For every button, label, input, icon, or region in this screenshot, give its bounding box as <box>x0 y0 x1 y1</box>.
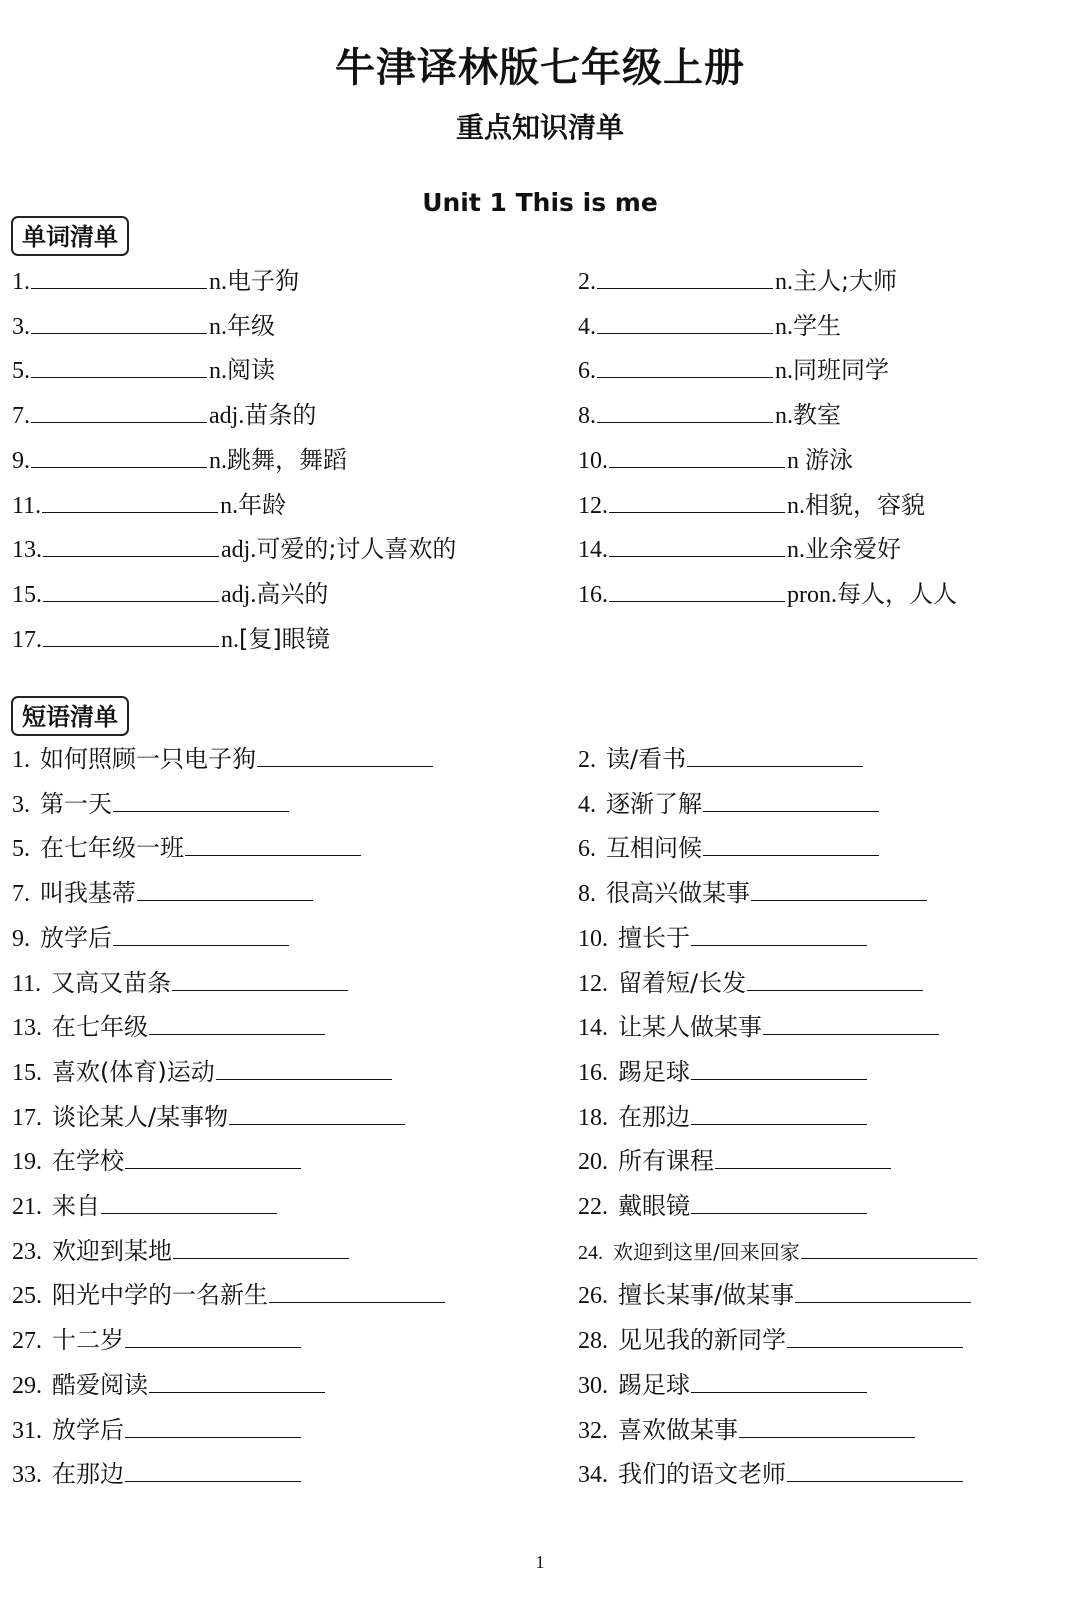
answer-blank[interactable] <box>31 445 207 468</box>
phrase-number: 14. <box>578 1015 608 1042</box>
phrase-number: 34. <box>578 1462 608 1489</box>
answer-blank[interactable] <box>257 744 433 767</box>
phrase-item <box>578 1146 893 1177</box>
phrase-item <box>12 833 363 864</box>
vocab-number: 11. <box>12 492 42 519</box>
phrase-number: 12. <box>578 970 608 997</box>
phrase-text: 踢足球 <box>618 1370 690 1399</box>
vocab-item <box>578 445 853 476</box>
phrase-text: 我们的语文老师 <box>618 1460 786 1489</box>
phrase-text: 第一天 <box>40 789 112 818</box>
phrase-item <box>12 1370 327 1401</box>
phrase-item <box>578 833 881 864</box>
phrase-number: 25. <box>12 1283 42 1310</box>
vocab-meaning: 教室 <box>793 401 841 430</box>
answer-blank[interactable] <box>787 1325 963 1348</box>
phrase-text: 留着短/长发 <box>618 968 747 997</box>
answer-blank[interactable] <box>751 878 927 901</box>
part-of-speech: adj. <box>221 537 257 564</box>
answer-blank[interactable] <box>173 1236 349 1259</box>
phrase-number: 32. <box>578 1417 608 1444</box>
vocab-meaning: 每人，人人 <box>837 579 957 608</box>
phrase-text: 欢迎到这里/回来回家 <box>613 1239 800 1264</box>
answer-blank[interactable] <box>795 1280 971 1303</box>
phrase-item <box>578 968 925 999</box>
answer-blank[interactable] <box>691 1102 867 1125</box>
phrase-number: 5. <box>12 836 30 863</box>
phrase-text: 谈论某人/某事物 <box>52 1102 229 1131</box>
part-of-speech: n. <box>209 313 227 340</box>
phrase-item <box>578 1325 965 1356</box>
answer-blank[interactable] <box>787 1459 963 1482</box>
answer-blank[interactable] <box>691 1370 867 1393</box>
phrase-text: 踢足球 <box>618 1057 690 1086</box>
phrase-text: 擅长于 <box>618 923 690 952</box>
answer-blank[interactable] <box>609 534 785 557</box>
phrase-item <box>12 1146 303 1177</box>
vocab-item <box>12 355 275 386</box>
page-subtitle: 重点知识清单 <box>455 111 624 144</box>
phrase-text: 放学后 <box>52 1415 124 1444</box>
vocab-meaning: 同班同学 <box>793 356 889 385</box>
phrase-text: 在那边 <box>52 1460 124 1489</box>
phrase-number: 22. <box>578 1194 608 1220</box>
phrase-number: 27. <box>12 1328 42 1355</box>
vocab-meaning: 电子狗 <box>227 267 299 295</box>
part-of-speech: n <box>787 447 805 474</box>
answer-blank[interactable] <box>739 1415 915 1438</box>
answer-blank[interactable] <box>125 1146 301 1169</box>
part-of-speech: n. <box>209 447 227 474</box>
phrase-number: 3. <box>12 791 30 818</box>
phrase-text: 所有课程 <box>618 1147 714 1176</box>
phrase-number: 20. <box>578 1149 608 1176</box>
phrase-number: 18. <box>578 1104 608 1131</box>
phrase-number: 24. <box>578 1241 603 1264</box>
phrase-text: 在七年级一班 <box>40 834 184 863</box>
answer-blank[interactable] <box>691 1057 867 1080</box>
phrase-number: 11. <box>12 970 42 997</box>
vocab-item <box>578 400 841 431</box>
vocab-number: 13. <box>12 537 42 564</box>
phrase-text: 戴眼镜 <box>618 1192 690 1220</box>
phrase-item <box>578 1012 941 1043</box>
phrase-text: 欢迎到某地 <box>52 1236 172 1265</box>
phrase-text: 在学校 <box>52 1147 124 1176</box>
vocab-meaning: 可爱的;讨人喜欢的 <box>256 535 457 564</box>
phrase-item <box>12 923 291 954</box>
phrase-number: 19. <box>12 1149 42 1176</box>
phrase-item <box>578 1415 917 1446</box>
phrase-item <box>12 1236 351 1267</box>
vocab-item <box>578 579 957 610</box>
phrase-number: 28. <box>578 1328 608 1355</box>
part-of-speech: n. <box>775 403 793 430</box>
vocab-number: 15. <box>12 581 42 608</box>
answer-blank[interactable] <box>597 400 773 423</box>
phrase-item <box>578 744 865 775</box>
phrase-number: 15. <box>12 1059 42 1086</box>
answer-blank[interactable] <box>149 1370 325 1393</box>
vocab-meaning: 游泳 <box>805 445 853 474</box>
answer-blank[interactable] <box>703 833 879 856</box>
vocab-meaning: 主人;大师 <box>793 267 898 295</box>
vocab-meaning: 学生 <box>793 311 841 340</box>
vocab-item <box>578 355 889 386</box>
phrase-item <box>12 789 291 820</box>
page-number: 1 <box>535 1552 545 1572</box>
phrase-number: 2. <box>578 747 596 773</box>
vocab-number: 2. <box>578 269 596 295</box>
phrase-number: 7. <box>12 881 30 908</box>
answer-blank[interactable] <box>172 968 348 991</box>
vocab-item <box>578 266 897 297</box>
vocab-item <box>578 490 925 521</box>
vocab-item <box>578 311 841 342</box>
part-of-speech: n. <box>775 269 793 295</box>
part-of-speech: adj. <box>209 403 245 430</box>
vocab-meaning: 年龄 <box>238 490 287 519</box>
phrase-item <box>578 789 881 820</box>
phrase-text: 在那边 <box>618 1102 690 1131</box>
phrase-number: 10. <box>578 925 608 952</box>
phrase-text: 读/看书 <box>606 745 687 773</box>
answer-blank[interactable] <box>43 534 219 557</box>
answer-blank[interactable] <box>703 789 879 812</box>
phrase-item <box>578 1370 869 1401</box>
phrase-text: 放学后 <box>40 923 112 952</box>
part-of-speech: n. <box>787 492 805 519</box>
vocab-meaning: 年级 <box>227 311 275 340</box>
phrase-number: 30. <box>578 1372 608 1399</box>
vocab-meaning: 阅读 <box>227 356 275 385</box>
phrase-item <box>578 923 869 954</box>
vocab-number: 16. <box>578 581 608 608</box>
vocab-item <box>12 400 316 431</box>
phrase-item <box>578 878 929 909</box>
phrase-number: 23. <box>12 1238 42 1265</box>
phrase-text: 又高又苗条 <box>51 968 172 997</box>
phrase-item <box>578 1459 965 1490</box>
phrase-item <box>12 1459 303 1490</box>
vocab-number: 9. <box>12 447 30 474</box>
part-of-speech: n. <box>220 492 239 519</box>
vocab-number: 14. <box>578 537 608 564</box>
phrase-number: 33. <box>12 1462 42 1489</box>
vocab-meaning: [复]眼镜 <box>239 624 330 653</box>
vocab-number: 6. <box>578 358 596 385</box>
part-of-speech: n. <box>775 313 793 340</box>
vocab-number: 17. <box>12 626 42 653</box>
answer-blank[interactable] <box>597 266 773 289</box>
vocab-section-label: 单词清单 <box>11 216 129 256</box>
phrase-text: 如何照顾一只电子狗 <box>40 745 256 773</box>
answer-blank[interactable] <box>609 579 785 602</box>
answer-blank[interactable] <box>747 968 923 991</box>
answer-blank[interactable] <box>43 624 219 647</box>
phrase-text: 互相问候 <box>606 834 702 863</box>
phrase-item <box>12 1325 303 1356</box>
phrase-text: 喜欢(体育)运动 <box>52 1057 215 1086</box>
vocab-number: 8. <box>578 403 596 430</box>
answer-blank[interactable] <box>31 400 207 423</box>
answer-blank[interactable] <box>609 490 785 513</box>
answer-blank[interactable] <box>31 311 207 334</box>
phrase-text: 擅长某事/做某事 <box>618 1281 795 1310</box>
part-of-speech: adj. <box>221 581 257 608</box>
phrase-number: 17. <box>12 1104 42 1131</box>
phrase-number: 26. <box>578 1283 608 1310</box>
answer-blank[interactable] <box>185 833 361 856</box>
phrase-item <box>12 1102 407 1133</box>
answer-blank[interactable] <box>43 579 219 602</box>
answer-blank[interactable] <box>609 445 785 468</box>
vocab-item <box>12 490 286 521</box>
phrase-item <box>12 744 435 775</box>
phrase-text: 让某人做某事 <box>618 1013 762 1042</box>
phrase-number: 9. <box>12 925 30 952</box>
answer-blank[interactable] <box>763 1012 939 1035</box>
answer-blank[interactable] <box>31 355 207 378</box>
phrase-text: 在七年级 <box>52 1013 148 1042</box>
phrase-number: 8. <box>578 881 596 908</box>
answer-blank[interactable] <box>691 1191 867 1214</box>
answer-blank[interactable] <box>31 266 207 289</box>
phrase-number: 1. <box>12 747 30 773</box>
vocab-number: 7. <box>12 403 30 430</box>
phrase-item <box>12 878 315 909</box>
phrase-item <box>12 1057 394 1088</box>
vocab-meaning: 业余爱好 <box>805 535 901 564</box>
vocab-number: 1. <box>12 269 30 295</box>
answer-blank[interactable] <box>125 1459 301 1482</box>
phrase-text: 阳光中学的一名新生 <box>52 1281 268 1310</box>
answer-blank[interactable] <box>113 923 289 946</box>
phrase-text: 酷爱阅读 <box>52 1370 148 1399</box>
answer-blank[interactable] <box>229 1102 405 1125</box>
phrase-item <box>12 1280 447 1311</box>
unit-title: Unit 1 This is me <box>422 188 658 217</box>
vocab-item <box>12 624 330 655</box>
vocab-number: 4. <box>578 313 596 340</box>
vocab-meaning: 相貌，容貌 <box>805 490 925 519</box>
phrase-item <box>12 1012 327 1043</box>
answer-blank[interactable] <box>113 789 289 812</box>
phrase-number: 13. <box>12 1015 42 1042</box>
phrase-item <box>578 1280 973 1311</box>
answer-blank[interactable] <box>691 923 867 946</box>
phrase-number: 31. <box>12 1417 42 1444</box>
phrase-item <box>578 1236 979 1268</box>
answer-blank[interactable] <box>597 355 773 378</box>
answer-blank[interactable] <box>42 490 218 513</box>
vocab-item <box>12 534 456 565</box>
answer-blank[interactable] <box>216 1057 392 1080</box>
vocab-number: 3. <box>12 313 30 340</box>
vocab-meaning: 高兴的 <box>256 579 329 608</box>
phrase-item <box>578 1102 869 1133</box>
answer-blank[interactable] <box>101 1191 277 1214</box>
vocab-item <box>12 579 328 610</box>
phrase-number: 16. <box>578 1059 608 1086</box>
part-of-speech: n. <box>775 358 793 385</box>
phrase-text: 来自 <box>52 1192 100 1220</box>
answer-blank[interactable] <box>125 1415 301 1438</box>
phrase-text: 见见我的新同学 <box>618 1326 786 1355</box>
phrase-item <box>578 1191 869 1222</box>
vocab-item <box>578 534 901 565</box>
phrase-text: 十二岁 <box>52 1326 124 1355</box>
phrase-section-label: 短语清单 <box>11 696 129 736</box>
phrase-text: 喜欢做某事 <box>618 1415 738 1444</box>
vocab-number: 5. <box>12 358 30 385</box>
phrase-number: 21. <box>12 1194 42 1220</box>
phrase-number: 4. <box>578 791 596 818</box>
vocab-number: 12. <box>578 492 608 519</box>
answer-blank[interactable] <box>597 311 773 334</box>
answer-blank[interactable] <box>801 1236 977 1259</box>
page-title: 牛津译林版七年级上册 <box>335 45 745 91</box>
answer-blank[interactable] <box>715 1146 891 1169</box>
part-of-speech: n. <box>221 626 239 653</box>
vocab-meaning: 跳舞，舞蹈 <box>227 445 347 474</box>
phrase-item <box>12 968 350 999</box>
phrase-text: 叫我基蒂 <box>40 879 136 908</box>
part-of-speech: pron. <box>787 581 837 608</box>
answer-blank[interactable] <box>149 1012 325 1035</box>
answer-blank[interactable] <box>137 878 313 901</box>
phrase-item <box>12 1191 279 1222</box>
vocab-meaning: 苗条的 <box>244 401 317 430</box>
vocab-item <box>12 311 275 342</box>
part-of-speech: n. <box>787 537 805 564</box>
part-of-speech: n. <box>209 269 227 295</box>
answer-blank[interactable] <box>269 1280 445 1303</box>
vocab-item <box>12 266 299 297</box>
part-of-speech: n. <box>209 358 227 385</box>
phrase-text: 逐渐了解 <box>606 789 702 818</box>
phrase-item <box>578 1057 869 1088</box>
vocab-number: 10. <box>578 447 608 474</box>
answer-blank[interactable] <box>687 744 863 767</box>
phrase-number: 6. <box>578 836 596 863</box>
phrase-item <box>12 1415 303 1446</box>
phrase-number: 29. <box>12 1372 42 1399</box>
phrase-text: 很高兴做某事 <box>606 879 750 908</box>
vocab-item <box>12 445 347 476</box>
answer-blank[interactable] <box>125 1325 301 1348</box>
